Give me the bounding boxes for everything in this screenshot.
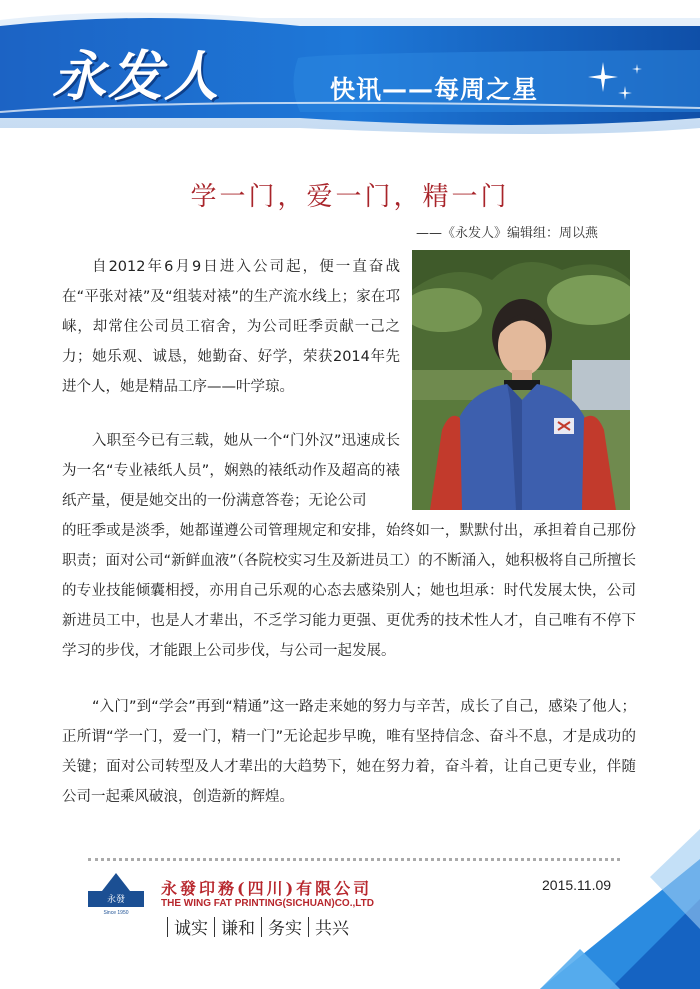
value-prosperity: 共兴	[315, 919, 349, 939]
sparkle-icon	[588, 62, 618, 92]
company-name-en: THE WING FAT PRINTING(SICHUAN)CO.,LTD	[161, 898, 374, 909]
paragraph-3: “入门”到“学会”再到“精通”这一路走来她的努力与辛苦，成长了自己，感染了他人；正所谓“学一门，爱一门，精一门”无论起步早晚，唯有坚持信念、奋斗不息，才是成功的关键；面对公司转型及人才辈出的大趋势下，她在努力着，奋斗着，让自己更专业，伴随公司一起乘风破浪，创造新的辉煌。	[62, 699, 636, 805]
company-values	[161, 914, 349, 939]
sparkle-icon	[618, 86, 632, 100]
article-byline: ——《永发人》编辑组：周以燕	[415, 226, 598, 241]
logo-text: 永发人	[52, 45, 220, 108]
value-separator	[214, 917, 215, 937]
header-title: 快讯——每周之星	[330, 75, 539, 104]
paragraph-1: 自2012年6月9日进入公司起，便一直奋战在“平张对裱”及“组装对裱”的生产流水线上；家在邛崃，却常住公司员工宿舍，为公司旺季贡献一己之力；她乐观、诚恳，她勤奋、好学，荣获2014年先进个人，她是精品工序——叶学琼。	[62, 259, 400, 395]
paragraph-2-end: 的旺季或是淡季，她都谨遵公司管理规定和安排，始终如一，默默付出，承担着自己那份职责；面对公司“新鲜血液”（各院校实习生及新进员工）的不断涌入，她积极将自己所擅长的专业技能倾囊相授，亦用自己乐观的心态去感染别人；她也坦承：时代发展太快，公司新进员工中，也是人才辈出，不乏学习能力更强、更优秀的技术性人才，自己唯有不停下学习的步伐，才能跟上公司步伐，与公司一起发展。	[62, 523, 636, 659]
svg-text:永發: 永發	[106, 895, 126, 905]
footer-decoration	[280, 829, 700, 989]
issue-date: 2015.11.09	[542, 877, 612, 893]
article-title: 学一门，爱一门，精一门	[190, 182, 510, 212]
value-separator	[308, 917, 309, 937]
company-name-cn: 永發印務(四川)有限公司	[161, 879, 373, 898]
value-separator	[167, 917, 168, 937]
value-pragmatism: 务实	[268, 919, 302, 939]
header-banner	[0, 0, 700, 140]
sparkle-icon	[632, 64, 642, 74]
value-separator	[261, 917, 262, 937]
value-modesty: 谦和	[221, 919, 255, 939]
value-honesty: 诚实	[174, 919, 208, 939]
company-logo	[88, 869, 144, 915]
logo-since: Since 1950	[103, 910, 129, 915]
portrait-photo	[412, 250, 630, 510]
paragraph-2-start: 入职至今已有三载，她从一个“门外汉”迅速成长为一名“专业裱纸人员”，娴熟的裱纸动作及超高的裱纸产量，便是她交出的一份满意答卷；无论公司	[62, 433, 400, 509]
